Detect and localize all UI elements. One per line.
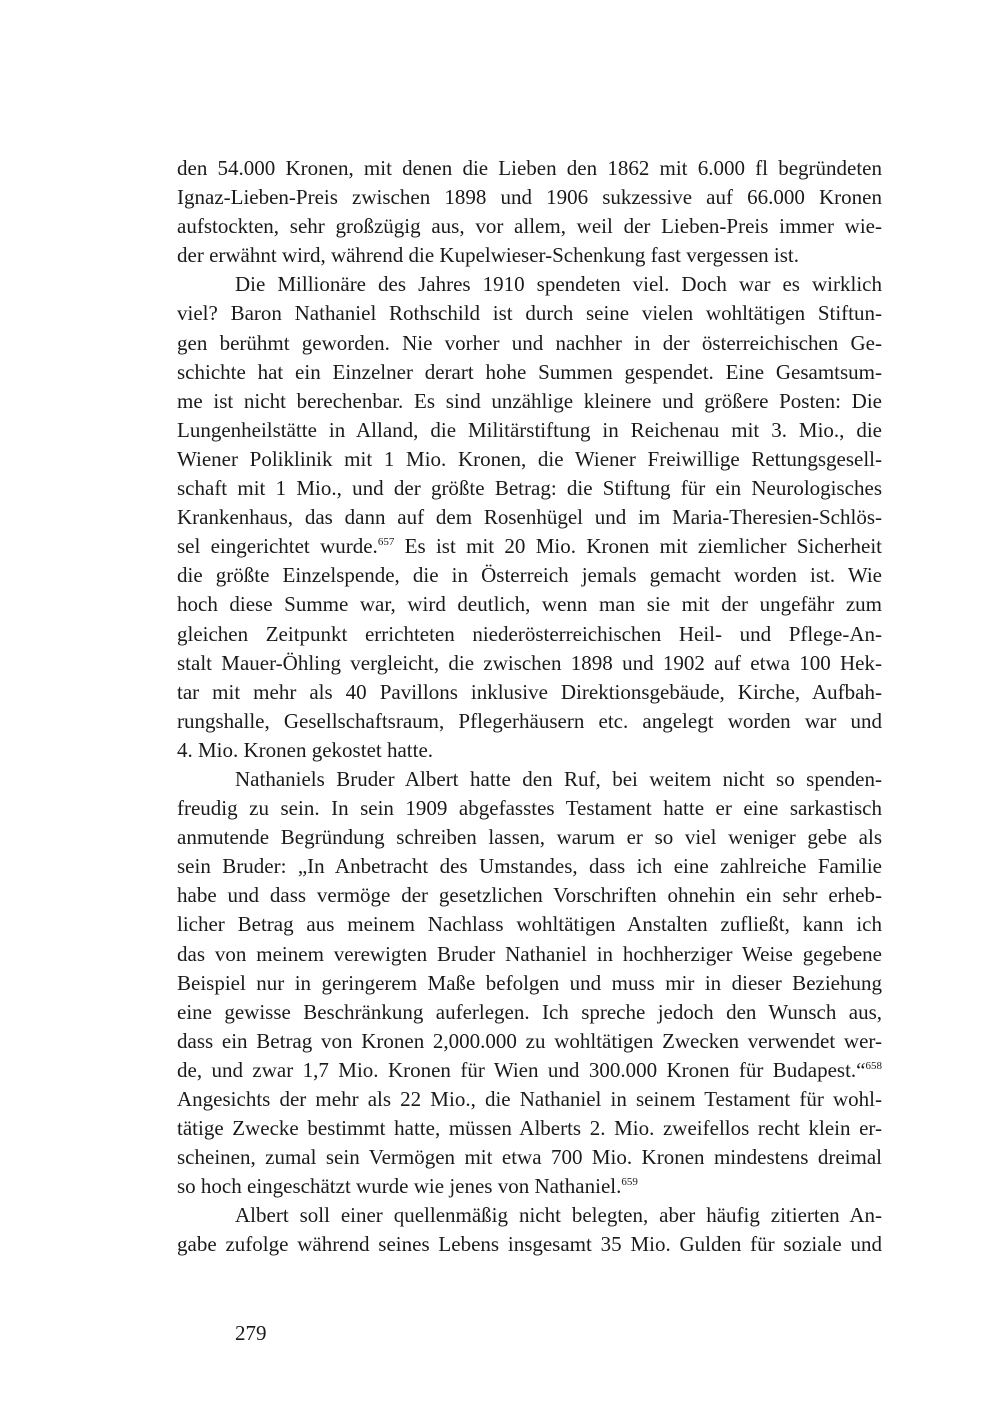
text-line: [177, 1056, 882, 1085]
text-segment: sel eingerichtet wurde.: [177, 534, 378, 559]
text-segment: Nathaniels Bruder Albert hatte den Ruf, bei weitem nicht so spenden-: [235, 766, 882, 791]
text-line: [177, 154, 882, 183]
text-line: [177, 969, 882, 998]
text-segment: Die Millionäre des Jahres 1910 spendeten viel. Doch war es wirklich: [235, 272, 882, 297]
text-segment: Albert soll einer quellenmäßig nicht belegten, aber häufig zitierten An-: [235, 1203, 882, 1228]
page-number: 279: [235, 1321, 267, 1345]
text-line: [177, 1027, 882, 1056]
footnote-reference[interactable]: 659: [621, 1176, 638, 1189]
text-line: [177, 1230, 882, 1259]
text-line: [177, 561, 882, 590]
text-segment: habe und dass vermöge der gesetzlichen Vorschriften ohnehin ein sehr erheb-: [177, 883, 882, 908]
text-line: [177, 736, 882, 765]
text-segment: viel? Baron Nathaniel Rothschild ist durch seine vielen wohltätigen Stiftun-: [177, 301, 882, 326]
text-segment: eine gewisse Beschränkung auferlegen. Ich spreche jedoch den Wunsch aus,: [177, 999, 882, 1024]
text-line: [177, 212, 882, 241]
text-segment: Krankenhaus, das dann auf dem Rosenhügel und im Maria-Theresien-Schlös-: [177, 505, 882, 530]
text-segment: Wiener Poliklinik mit 1 Mio. Kronen, die Wiener Freiwillige Rettungsgesell-: [177, 446, 882, 471]
text-segment: me ist nicht berechenbar. Es sind unzählige kleinere und größere Posten: Die: [177, 388, 882, 413]
text-line: [177, 1085, 882, 1114]
text-line: [177, 765, 882, 794]
text-segment: gen berühmt geworden. Nie vorher und nachher in der österreichischen Ge-: [177, 330, 882, 355]
text-line: [177, 532, 882, 561]
text-segment: hoch diese Summe war, wird deutlich, wenn man sie mit der ungefähr zum: [177, 592, 882, 617]
text-segment: den 54.000 Kronen, mit denen die Lieben den 1862 mit 6.000 fl begründeten: [177, 156, 882, 180]
text-line: [177, 823, 882, 852]
paragraph: [177, 1201, 882, 1259]
text-segment: Beispiel nur in geringerem Maße befolgen und muss mir in dieser Beziehung: [177, 970, 882, 995]
text-segment: licher Betrag aus meinem Nachlass wohltätigen Anstalten zufließt, kann ich: [177, 912, 882, 937]
text-segment: dass ein Betrag von Kronen 2,000.000 zu wohltätigen Zwecken verwendet wer-: [177, 1028, 882, 1053]
text-segment: de, und zwar 1,7 Mio. Kronen für Wien und 300.000 Kronen für Budapest.“: [177, 1057, 866, 1082]
text-segment: 4. Mio. Kronen gekostet hatte.: [177, 737, 434, 762]
footnote-reference[interactable]: 658: [865, 1059, 882, 1072]
text-line: [177, 998, 882, 1027]
text-line: [177, 387, 882, 416]
text-line: [177, 503, 882, 532]
text-line: [177, 590, 882, 619]
text-segment: stalt Mauer-Öhling vergleicht, die zwischen 1898 und 1902 auf etwa 100 Hek-: [177, 650, 882, 675]
text-segment: anmutende Begründung schreiben lassen, warum er so viel weniger gebe als: [177, 825, 882, 850]
body-text: [177, 154, 882, 1260]
text-line: [177, 270, 882, 299]
text-segment: gabe zufolge während seines Lebens insgesamt 35 Mio. Gulden für soziale und: [177, 1232, 882, 1257]
text-line: [177, 1143, 882, 1172]
text-segment: schaft mit 1 Mio., und der größte Betrag: die Stiftung für ein Neurologisches: [177, 476, 882, 501]
text-line: [177, 1114, 882, 1143]
text-line: [177, 329, 882, 358]
text-segment: der erwähnt wird, während die Kupelwieser-Schenkung fast vergessen ist.: [177, 243, 800, 268]
text-line: [177, 1201, 882, 1230]
text-line: [177, 1172, 882, 1201]
text-segment: freudig zu sein. In sein 1909 abgefasstes Testament hatte er eine sarkastisch: [177, 796, 882, 821]
text-segment: Lungenheilstätte in Alland, die Militärstiftung in Reichenau mit 3. Mio., die: [177, 417, 882, 442]
paragraph: [177, 154, 882, 270]
text-line: [177, 416, 882, 445]
text-line: [177, 794, 882, 823]
text-line: [177, 678, 882, 707]
text-line: [177, 241, 882, 270]
text-segment: scheinen, zumal sein Vermögen mit etwa 700 Mio. Kronen mindestens dreimal: [177, 1145, 882, 1170]
text-line: [177, 445, 882, 474]
text-segment: rungshalle, Gesellschaftsraum, Pflegerhäusern etc. angelegt worden war und: [177, 708, 882, 733]
text-segment: das von meinem verewigten Bruder Nathaniel in hochherziger Weise gegebene: [177, 941, 882, 966]
text-segment: gleichen Zeitpunkt errichteten niederösterreichischen Heil- und Pflege-An-: [177, 621, 882, 646]
text-segment: schichte hat ein Einzelner derart hohe Summen gespendet. Eine Gesamtsum-: [177, 359, 882, 384]
text-segment: die größte Einzelspende, die in Österreich jemals gemacht worden ist. Wie: [177, 563, 882, 588]
text-segment: Es ist mit 20 Mio. Kronen mit ziemlicher Sicherheit: [394, 534, 883, 559]
text-line: [177, 910, 882, 939]
text-segment: tar mit mehr als 40 Pavillons inklusive Direktionsgebäude, Kirche, Aufbah-: [177, 679, 882, 704]
footnote-reference[interactable]: 657: [377, 536, 395, 549]
paragraph: [177, 765, 882, 1201]
text-line: [177, 620, 882, 649]
text-line: [177, 707, 882, 736]
text-line: [177, 183, 882, 212]
paragraph: [177, 270, 882, 765]
text-segment: Ignaz-Lieben-Preis zwischen 1898 und 1906 sukzessive auf 66.000 Kronen: [177, 185, 882, 210]
text-line: [177, 852, 882, 881]
text-line: [177, 474, 882, 503]
text-line: [177, 881, 882, 910]
text-line: [177, 358, 882, 387]
text-segment: so hoch eingeschätzt wurde wie jenes von Nathaniel.: [177, 1174, 622, 1199]
text-segment: aufstockten, sehr großzügig aus, vor allem, weil der Lieben-Preis immer wie-: [177, 214, 882, 239]
text-segment: Angesichts der mehr als 22 Mio., die Nathaniel in seinem Testament für wohl-: [177, 1087, 882, 1111]
text-line: [177, 299, 882, 328]
text-segment: sein Bruder: „In Anbetracht des Umstandes, dass ich eine zahlreiche Familie: [177, 854, 882, 879]
text-line: [177, 649, 882, 678]
text-line: [177, 940, 882, 969]
text-segment: tätige Zwecke bestimmt hatte, müssen Alberts 2. Mio. zweifellos recht klein er-: [177, 1116, 882, 1141]
